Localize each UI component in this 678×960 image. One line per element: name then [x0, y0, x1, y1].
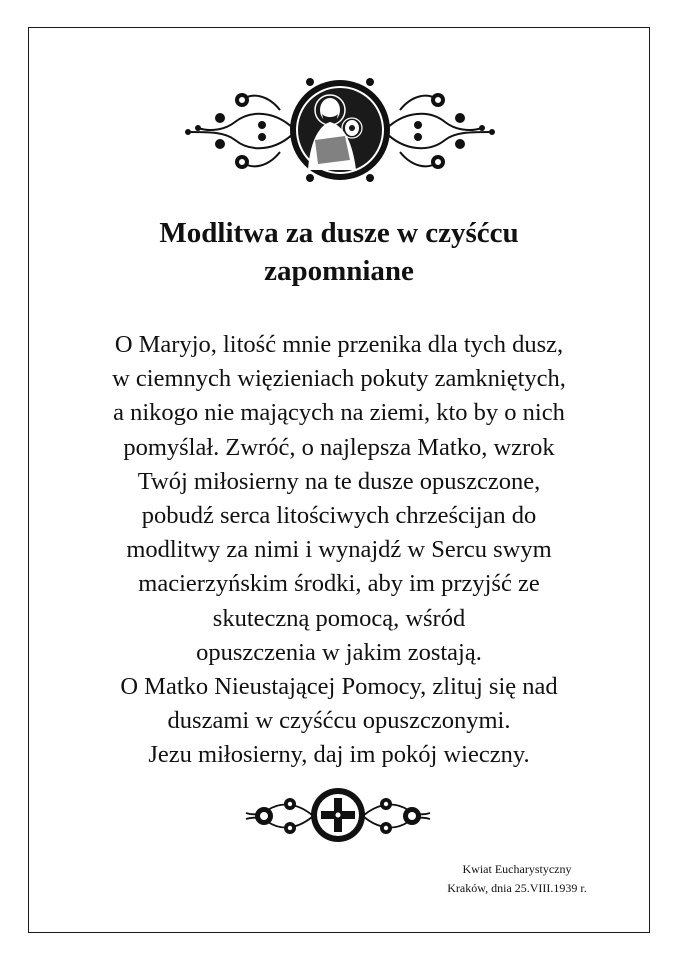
- title-line-1: Modlitwa za dusze w czyśćcu: [159, 217, 519, 249]
- prayer-line: modlitwy za nimi i wynajdź w Sercu swym: [126, 536, 552, 564]
- floral-cross-icon: [244, 786, 432, 844]
- madonna-medallion-icon: [180, 70, 500, 190]
- title-line-2: zapomniane: [264, 255, 414, 287]
- prayer-line: pobudź serca litościwych chrześcijan do: [141, 502, 537, 530]
- prayer-line: skuteczną pomocą, wśród: [212, 604, 466, 632]
- prayer-line: O Matko Nieustającej Pomocy, zlituj się nad: [120, 673, 558, 701]
- prayer-line: a nikogo nie mających na ziemi, kto by o nich: [113, 399, 565, 427]
- prayer-text: [40, 328, 638, 773]
- signature-block: [410, 860, 624, 898]
- page-title: [40, 214, 638, 290]
- prayer-line: Jezu miłosierny, daj im pokój wieczny.: [148, 741, 530, 769]
- prayer-line: pomyślał. Zwróć, o najlepsza Matko, wzrok: [123, 433, 555, 461]
- prayer-line: w ciemnych więzieniach pokuty zamkniętych,: [112, 365, 566, 393]
- prayer-line: opuszczenia w jakim zostają.: [196, 638, 482, 666]
- prayer-line: O Maryjo, litość mnie przenika dla tych dusz,: [114, 331, 564, 358]
- prayer-line: Twój miłosierny na te dusze opuszczone,: [137, 467, 541, 495]
- signature-source: Kwiat Eucharystyczny: [462, 862, 572, 876]
- prayer-line: macierzyńskim środki, aby im przyjść ze: [138, 570, 540, 598]
- signature-place-date: Kraków, dnia 25.VIII.1939 r.: [447, 881, 587, 895]
- prayer-line: duszami w czyśćcu opuszczonymi.: [167, 707, 511, 735]
